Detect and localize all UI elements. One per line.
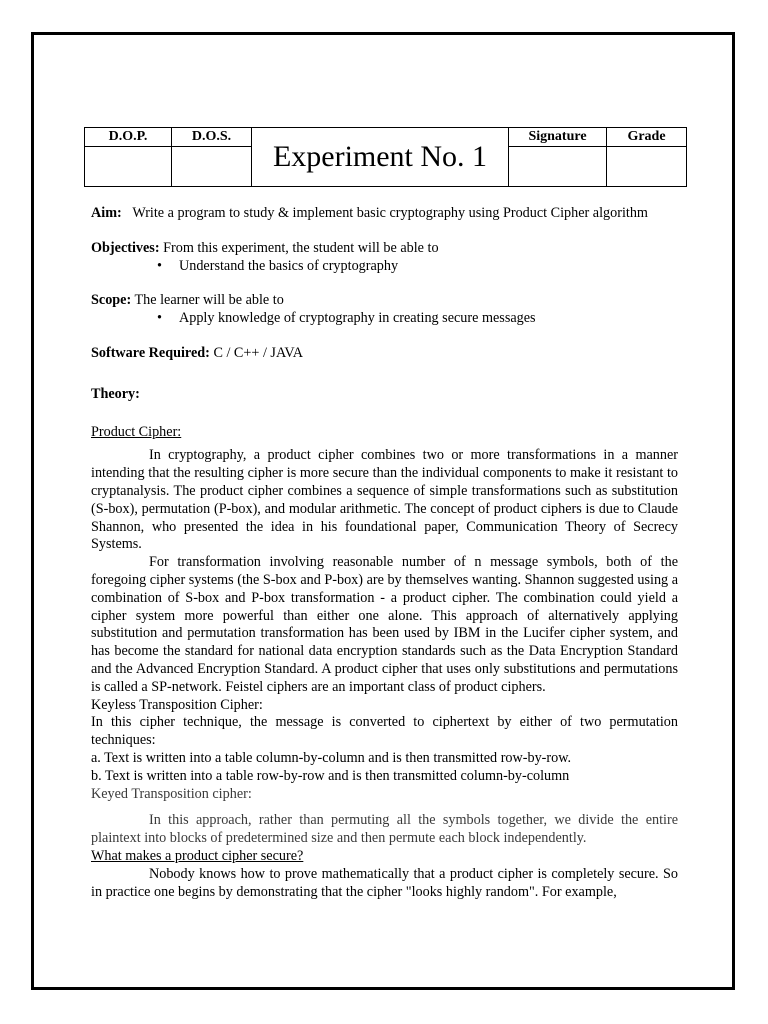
scope-bullet: • Apply knowledge of cryptography in creating secure messages — [157, 310, 536, 327]
paragraph-transformation: For transformation involving reasonable number of n message symbols, both of the foregoing cipher systems (the S-box and P-box) are by themselves wanting. Shannon suggested using a combination of S-box and P-box transformation - a product cipher. The combination could yield a cipher system more powerful than either one alone. This approach of alternatively applying substitution and permutation transformation has been used by IBM in the Lucifer cipher system, and has become the standard for national data encryption standards such as the Data Encryption Standard and the Advanced Encryption Standard. A product cipher that uses only substitutions and permutations is called a SP-network. Feistel ciphers are an important class of product ciphers. — [91, 554, 678, 695]
dos-header: D.O.S. — [172, 128, 252, 147]
paragraph-intro: In cryptography, a product cipher combines two or more transformations in a manner intending that the resulting cipher is more secure than the individual components to make it resistant to cryptanalysis. The product cipher combines a sequence of simple transformations such as substitution (S-box), permutation (P-box), and modular arithmetic. The concept of product ciphers is due to Claude Shannon, who presented the idea in his foundational paper, Communication Theory of Secrecy Systems. — [91, 447, 678, 553]
bullet-icon: • — [157, 257, 162, 274]
objectives-bullet: • Understand the basics of cryptography — [157, 257, 399, 274]
grade-cell — [607, 147, 687, 187]
aim-label: Aim: — [91, 205, 122, 221]
software-label: Software Required: — [91, 344, 210, 361]
experiment-header-table — [84, 127, 687, 187]
dop-header: D.O.P. — [85, 128, 172, 147]
keyless-item-b: b. Text is written into a table row-by-row and is then transmitted column-by-column — [91, 767, 570, 784]
product-cipher-heading: Product Cipher: — [91, 423, 182, 440]
objectives-label: Objectives: — [91, 239, 160, 256]
document-body — [91, 205, 678, 901]
scope-label: Scope: — [91, 292, 132, 309]
keyless-item-a: a. Text is written into a table column-by-column and is then transmitted row-by-row. — [91, 749, 572, 766]
keyed-text: In this approach, rather than permuting all the symbols together, we divide the entire plaintext into blocks of predetermined size and then permute each block independently. — [91, 812, 678, 847]
dos-cell — [172, 147, 252, 187]
keyless-heading: Keyless Transposition Cipher: — [91, 696, 263, 713]
aim-text: Write a program to study & implement basic cryptography using Product Cipher algorithm — [132, 205, 648, 221]
secure-text: Nobody knows how to prove mathematically that a product cipher is completely secure. So in practice one begins by demonstrating that the cipher "looks highly random". For example, — [91, 865, 678, 900]
scope-section — [91, 292, 678, 310]
grade-header: Grade — [607, 128, 687, 147]
keyless-text: In this cipher technique, the message is converted to ciphertext by either of two permutation techniques: — [91, 714, 678, 749]
theory-heading: Theory: — [91, 385, 140, 402]
objectives-text: From this experiment, the student will be able to — [163, 239, 439, 256]
scope-text: The learner will be able to — [134, 292, 284, 309]
signature-cell — [509, 147, 607, 187]
signature-header: Signature — [509, 128, 607, 147]
aim-section — [91, 205, 678, 223]
bullet-icon: • — [157, 310, 162, 327]
secure-heading: What makes a product cipher secure? — [91, 847, 304, 864]
software-text: C / C++ / JAVA — [213, 344, 304, 361]
dop-cell — [85, 147, 172, 187]
experiment-title: Experiment No. 1 — [252, 128, 509, 187]
keyed-heading: Keyed Transposition cipher: — [91, 785, 252, 802]
software-section — [91, 345, 678, 363]
objectives-section — [91, 240, 678, 258]
